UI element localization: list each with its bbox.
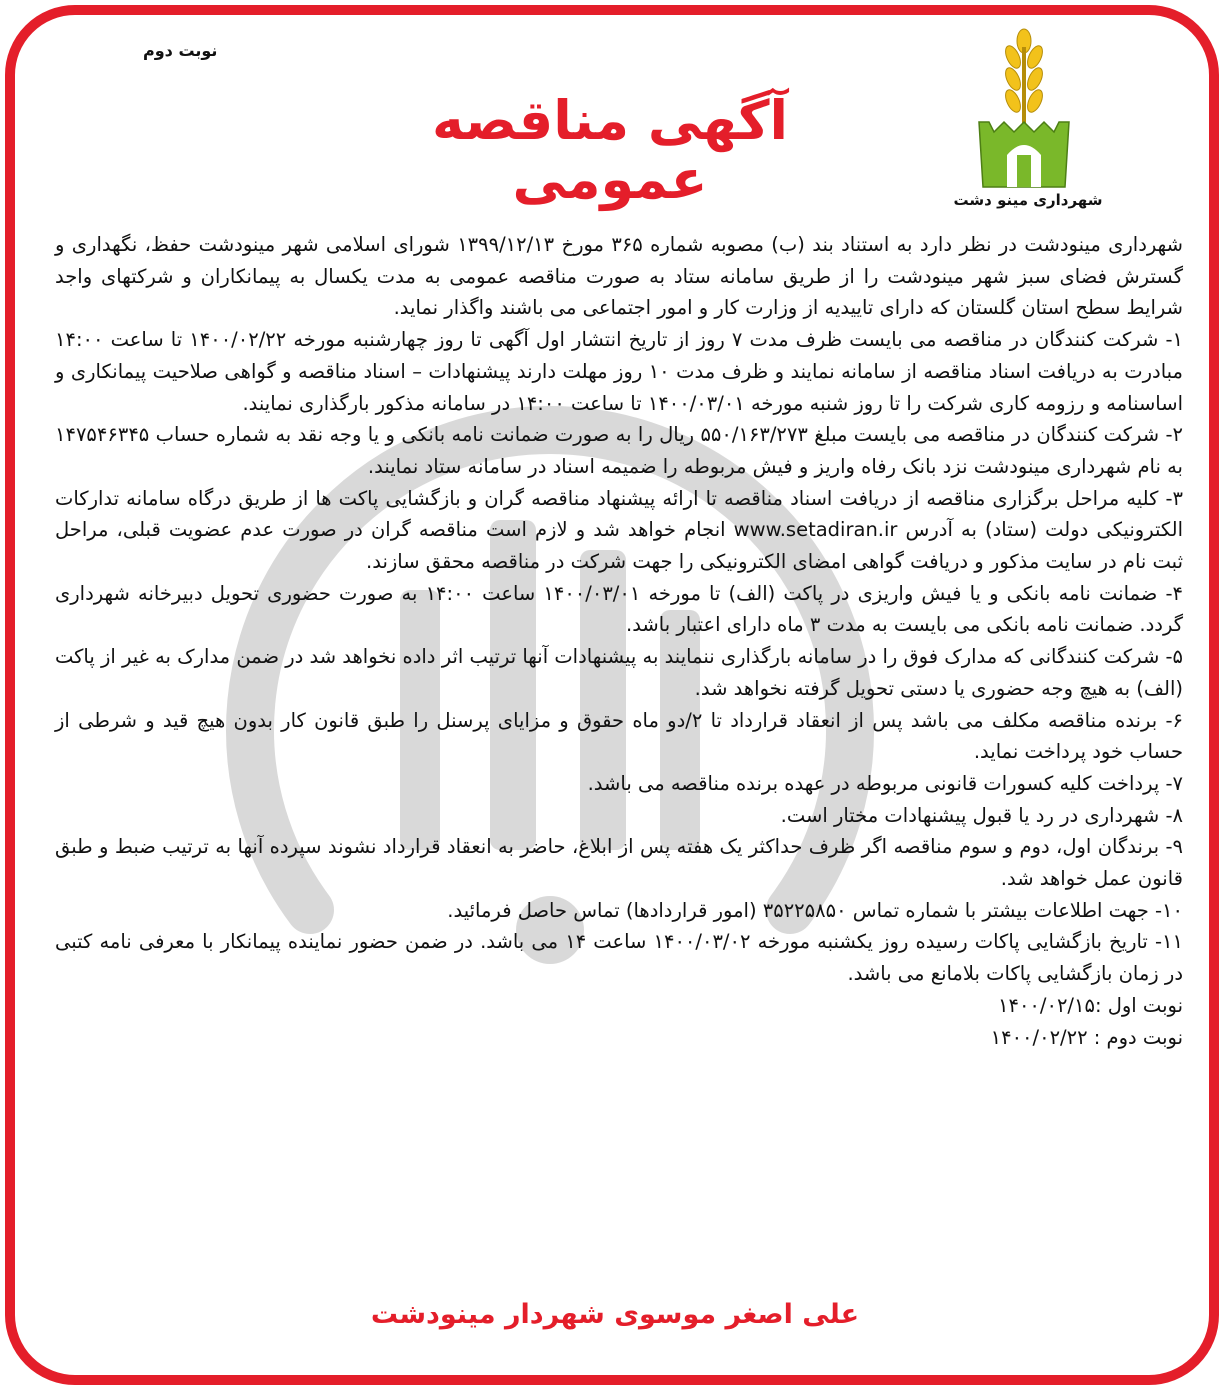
notice-title: آگهی مناقصه عمومی [431, 89, 789, 212]
clause-9: ۹- برندگان اول، دوم و سوم مناقصه اگر ظرف حداکثر یک هفته پس از ابلاغ، حاضر به انعقاد قرارداد نشوند سپرده آنها به ترتیب ضبط و طبق قانون عمل خواهد شد. [55, 835, 1183, 891]
signature-line: علی اصغر موسوی شهردار مینودشت [370, 1299, 860, 1330]
clause-4: ۴- ضمانت نامه بانکی و یا فیش واریزی در پاکت (الف) تا مورخه ۱۴۰۰/۰۳/۰۱ ساعت ۱۴:۰۰ به صورت حضوری تحویل دبیرخانه شهرداری گردد. ضمانت نامه بانکی می بایست به مدت ۳ ماه دارای اعتبار باشد. [55, 581, 1183, 637]
municipality-logo-icon [969, 27, 1079, 192]
logo-caption: شهرداری مینو دشت [953, 191, 1103, 209]
clause-2: ۲- شرکت کنندگان در مناقصه می بایست مبلغ ۵۵۰/۱۶۳/۲۷۳ ریال را به صورت ضمانت نامه بانکی و یا وجه نقد به شماره حساب ۱۴۷۵۴۶۳۴۵ به نام شهرداری مینودشت نزد بانک رفاه واریز و فیش مربوطه را ضمیمه اسناد در سامانه ستاد نمایند. [55, 423, 1183, 478]
clause-5: ۵- شرکت کنندگانی که مدارک فوق را در سامانه بارگذاری ننمایند به پیشنهادات آنها ترتیب اثر داده نخواهد شد در ضمن مدارک به غیر از پاکت (الف) به هیچ وجه حضوری یا دستی تحویل گرفته نخواهد شد. [55, 645, 1183, 700]
notice-frame [5, 5, 1219, 1385]
intro-paragraph: شهرداری مینودشت در نظر دارد به استناد بند (ب) مصوبه شماره ۳۶۵ مورخ ۱۳۹۹/۱۲/۱۳ شورای اسلامی شهر مینودشت حفظ، نگهداری و گسترش فضای سبز شهر مینودشت را از طریق سامانه ستاد به صورت مناقصه عمومی به مدت یکسال به پیمانکاران و شرکتهای واجد شرایط سطح استان گلستان که دارای تاییدیه از وزارت کار و امور اجتماعی می باشند واگذار نماید. [55, 233, 1183, 320]
round-label: نوبت دوم [143, 41, 218, 60]
first-round-date: نوبت اول :۱۴۰۰/۰۲/۱۵ [998, 993, 1183, 1017]
clause-3: ۳- کلیه مراحل برگزاری مناقصه از دریافت اسناد مناقصه تا ارائه پیشنهاد مناقصه گران و بازگشایی پاکت ها از طریق درگاه سامانه تدارکات الکترونیکی دولت (ستاد) به آدرس www.setadiran.ir انجام خواهد شد و لازم است مناقصه گران در صورت عدم عضویت قبلی، مراحل ثبت نام در سایت مذکور و دریافت گواهی امضای الکترونیکی را جهت شرکت در مناقصه محقق سازند. [55, 486, 1183, 574]
clause-11: ۱۱- تاریخ بازگشایی پاکات رسیده روز یکشنبه مورخه ۱۴۰۰/۰۳/۰۲ ساعت ۱۴ می باشد. در ضمن حضور نماینده پیمانکار با معرفی نامه کتبی در زمان بازگشایی پاکات بلامانع می باشد. [55, 930, 1183, 986]
clause-8: ۸- شهرداری در رد یا قبول پیشنهادات مختار است. [780, 803, 1183, 827]
notice-body [55, 229, 1183, 1053]
clause-6: ۶- برنده مناقصه مکلف می باشد پس از انعقاد قرارداد تا ۲/دو ماه حقوق و مزایای پرسنل را طبق قانون کار بدون هیچ قید و شرطی از حساب خود پرداخت نماید. [55, 708, 1184, 764]
clause-1: ۱- شرکت کنندگان در مناقصه می بایست ظرف مدت ۷ روز از تاریخ انتشار اول آگهی تا روز چهارشنبه مورخه ۱۴۰۰/۰۲/۲۲ تا ساعت ۱۴:۰۰ مبادرت به دریافت اسناد مناقصه از سامانه نمایند و ظرف مدت ۱۰ روز مهلت دارند پیشنهادات – اسناد مناقصه و گواهی صلاحیت پیمانکاری و اساسنامه و رزومه کاری شرکت را تا روز شنبه مورخه ۱۴۰۰/۰۳/۰۱ تا ساعت ۱۴:۰۰ در سامانه مذکور بارگذاری نمایند. [55, 328, 1184, 415]
clause-10: ۱۰- جهت اطلاعات بیشتر با شماره تماس ۳۵۲۲۵۸۵۰ (امور قراردادها) تماس حاصل فرمائید. [447, 898, 1183, 922]
clause-7: ۷- پرداخت کلیه کسورات قانونی مربوطه در عهده برنده مناقصه می باشد. [587, 771, 1183, 795]
notice-header [15, 15, 1209, 220]
second-round-date: نوبت دوم : ۱۴۰۰/۰۲/۲۲ [990, 1025, 1183, 1049]
